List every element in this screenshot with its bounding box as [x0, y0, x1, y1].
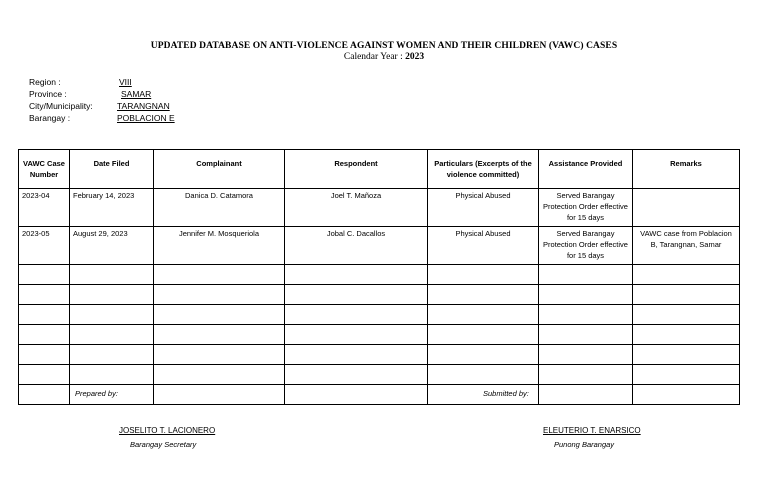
empty-table-row [19, 305, 740, 325]
region-label: Region : [29, 77, 61, 87]
submitted-by-label: Submitted by: [483, 389, 529, 398]
column-header-complainant: Complainant [154, 150, 285, 189]
location-info [29, 76, 229, 124]
report-subtitle [0, 52, 768, 62]
column-header-respondent: Respondent [285, 150, 428, 189]
column-header-assistance: Assistance Provided [539, 150, 633, 189]
case-number-cell: 2023-04 [19, 189, 70, 227]
empty-table-row [19, 365, 740, 385]
province-value: SAMAR [121, 89, 152, 99]
calendar-year-value: 2023 [405, 52, 425, 62]
province-row [29, 88, 229, 100]
assistance-cell: Served Barangay Protection Order effective for 15 days [539, 189, 633, 227]
assistance-cell: Served Barangay Protection Order effective for 15 days [539, 227, 633, 265]
empty-table-row [19, 265, 740, 285]
barangay-value: POBLACION E [117, 113, 175, 123]
empty-table-row [19, 325, 740, 345]
province-label: Province : [29, 89, 67, 99]
column-header-date-filed: Date Filed [70, 150, 154, 189]
table-row [19, 189, 740, 227]
column-header-particulars: Particulars (Excerpts of the violence committed) [428, 150, 539, 189]
calendar-year-label: Calendar Year : [343, 52, 403, 62]
region-value: VIII [119, 77, 132, 87]
city-label: City/Municipality: [29, 101, 93, 111]
barangay-row [29, 112, 229, 124]
particulars-cell: Physical Abused [428, 189, 539, 227]
remarks-cell: VAWC case from Poblacion B, Tarangnan, Samar [633, 227, 740, 265]
region-row [29, 76, 229, 88]
complainant-cell: Danica D. Catamora [154, 189, 285, 227]
report-title: UPDATED DATABASE ON ANTI-VIOLENCE AGAINST WOMEN AND THEIR CHILDREN (VAWC) CASES [150, 41, 618, 51]
city-value: TARANGNAN [117, 101, 170, 111]
prepared-by-label: Prepared by: [75, 389, 118, 398]
empty-table-row [19, 285, 740, 305]
barangay-label: Barangay : [29, 113, 71, 123]
empty-table-row [19, 345, 740, 365]
vawc-cases-table [18, 149, 740, 405]
column-header-remarks: Remarks [633, 150, 740, 189]
respondent-cell: Jobal C. Dacallos [285, 227, 428, 265]
prepared-by-name: JOSELITO T. LACIONERO [119, 426, 216, 435]
submitted-by-name: ELEUTERIO T. ENARSICO [543, 426, 641, 435]
table-row [19, 227, 740, 265]
table-header-row [19, 150, 740, 189]
date-filed-cell: August 29, 2023 [70, 227, 154, 265]
complainant-cell: Jennifer M. Mosqueriola [154, 227, 285, 265]
city-row [29, 100, 229, 112]
date-filed-cell: February 14, 2023 [70, 189, 154, 227]
respondent-cell: Joel T. Mañoza [285, 189, 428, 227]
particulars-cell: Physical Abused [428, 227, 539, 265]
empty-table-row [19, 385, 740, 405]
prepared-by-title: Barangay Secretary [130, 440, 197, 449]
column-header-case-number: VAWC Case Number [19, 150, 70, 189]
case-number-cell: 2023-05 [19, 227, 70, 265]
remarks-cell [633, 189, 740, 227]
submitted-by-title: Punong Barangay [554, 440, 615, 449]
